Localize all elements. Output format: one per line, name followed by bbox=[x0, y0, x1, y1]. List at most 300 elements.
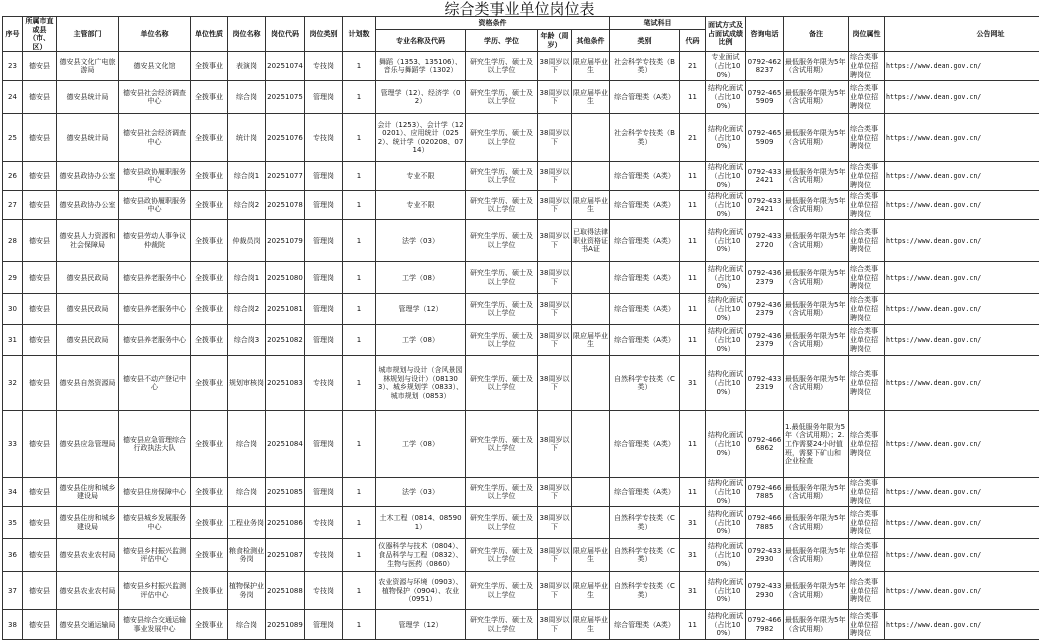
row-major: 专业不限 bbox=[376, 191, 466, 220]
row-seq: 27 bbox=[3, 191, 23, 220]
row-major: 管理学（12）、经济学（02） bbox=[376, 81, 466, 114]
row-other: 限应届毕业生 bbox=[572, 572, 610, 610]
row-dept: 德安县民政局 bbox=[57, 294, 119, 325]
row-edu: 研究生学历、硕士及以上学位 bbox=[466, 539, 538, 572]
table-row bbox=[3, 262, 1039, 294]
row-exam-code: 11 bbox=[680, 191, 706, 220]
row-seq: 37 bbox=[3, 572, 23, 610]
header-remark: 备注 bbox=[784, 17, 849, 52]
row-count: 1 bbox=[343, 114, 376, 162]
row-phone: 0792-4655909 bbox=[746, 81, 784, 114]
row-nature: 全拨事业 bbox=[191, 191, 228, 220]
row-seq: 30 bbox=[3, 294, 23, 325]
row-nature: 全拨事业 bbox=[191, 572, 228, 610]
row-category: 管理岗 bbox=[305, 262, 343, 294]
row-dept: 德安县统计局 bbox=[57, 114, 119, 162]
row-dept: 德安县住房和城乡建设局 bbox=[57, 507, 119, 539]
row-seq: 38 bbox=[3, 610, 23, 640]
table-row bbox=[3, 478, 1039, 507]
row-phone: 0792-4628237 bbox=[746, 52, 784, 81]
row-post: 工程业务岗 bbox=[228, 507, 266, 539]
row-major: 法学（03） bbox=[376, 220, 466, 262]
row-exam-type: 综合管理类（A类） bbox=[610, 325, 680, 356]
table-row bbox=[3, 411, 1039, 478]
row-category: 专技岗 bbox=[305, 572, 343, 610]
row-edu: 研究生学历、硕士及以上学位 bbox=[466, 191, 538, 220]
row-exam-type: 综合管理类（A类） bbox=[610, 162, 680, 191]
row-attr: 综合类事业单位招聘岗位 bbox=[849, 356, 885, 411]
header-url: 公告网址 bbox=[885, 17, 1039, 52]
row-nature: 全拨事业 bbox=[191, 610, 228, 640]
row-exam-code: 11 bbox=[680, 411, 706, 478]
row-exam-type: 社会科学专技类（B类） bbox=[610, 114, 680, 162]
row-dept: 德安县人力资源和社会保障局 bbox=[57, 220, 119, 262]
row-other bbox=[572, 162, 610, 191]
row-code: 20251087 bbox=[266, 539, 305, 572]
row-exam-code: 11 bbox=[680, 325, 706, 356]
row-edu: 研究生学历、硕士及以上学位 bbox=[466, 572, 538, 610]
row-unit: 德安县文化馆 bbox=[119, 52, 191, 81]
row-category: 专技岗 bbox=[305, 507, 343, 539]
row-remark: 最低服务年限为5年（含试用期） bbox=[784, 52, 849, 81]
row-other bbox=[572, 478, 610, 507]
table-row bbox=[3, 539, 1039, 572]
row-url[interactable]: https://www.dean.gov.cn/ bbox=[885, 81, 1039, 114]
header-exam-type: 类别 bbox=[610, 30, 680, 52]
row-exam-type: 综合管理类（A类） bbox=[610, 478, 680, 507]
row-phone: 0792-4332421 bbox=[746, 191, 784, 220]
row-code: 20251076 bbox=[266, 114, 305, 162]
row-category: 管理岗 bbox=[305, 411, 343, 478]
row-count: 1 bbox=[343, 325, 376, 356]
row-nature: 全拨事业 bbox=[191, 294, 228, 325]
row-exam-code: 11 bbox=[680, 294, 706, 325]
row-category: 专技岗 bbox=[305, 52, 343, 81]
row-seq: 24 bbox=[3, 81, 23, 114]
row-seq: 31 bbox=[3, 325, 23, 356]
row-code: 20251074 bbox=[266, 52, 305, 81]
row-other bbox=[572, 114, 610, 162]
row-attr: 综合类事业单位招聘岗位 bbox=[849, 507, 885, 539]
row-post: 植物保护业务岗 bbox=[228, 572, 266, 610]
row-county: 德安县 bbox=[23, 478, 57, 507]
row-edu: 研究生学历、硕士及以上学位 bbox=[466, 220, 538, 262]
table-row bbox=[3, 81, 1039, 114]
header-major: 专业名称及代码 bbox=[376, 30, 466, 52]
row-attr: 综合类事业单位招聘岗位 bbox=[849, 572, 885, 610]
row-other: 限应届毕业生 bbox=[572, 325, 610, 356]
row-unit: 德安县乡村振兴监测评估中心 bbox=[119, 572, 191, 610]
row-other: 已取得法律职业资格证书A证 bbox=[572, 220, 610, 262]
row-county: 德安县 bbox=[23, 610, 57, 640]
row-other bbox=[572, 356, 610, 411]
header-phone: 咨询电话 bbox=[746, 17, 784, 52]
table-header bbox=[3, 17, 1039, 52]
row-phone: 0792-4362379 bbox=[746, 294, 784, 325]
row-major: 城市规划与设计（含风景园林规划与设计）（081303）、城乡规划学（0833）、城市规划（0853） bbox=[376, 356, 466, 411]
row-code: 20251085 bbox=[266, 478, 305, 507]
row-seq: 32 bbox=[3, 356, 23, 411]
row-age: 38周岁以下 bbox=[538, 81, 572, 114]
header-nature: 单位性质 bbox=[191, 17, 228, 52]
row-category: 专技岗 bbox=[305, 114, 343, 162]
row-unit: 德安县社会经济调查中心 bbox=[119, 114, 191, 162]
row-county: 德安县 bbox=[23, 81, 57, 114]
row-unit: 德安县综合交通运输事业发展中心 bbox=[119, 610, 191, 640]
row-unit: 德安县劳动人事争议仲裁院 bbox=[119, 220, 191, 262]
row-edu: 研究生学历、硕士及以上学位 bbox=[466, 507, 538, 539]
table-row bbox=[3, 191, 1039, 220]
row-interview: 结构化面试（占比100%） bbox=[706, 220, 746, 262]
row-interview: 结构化面试（占比100%） bbox=[706, 411, 746, 478]
row-url[interactable]: https://www.dean.gov.cn/ bbox=[885, 356, 1039, 411]
row-phone: 0792-4332930 bbox=[746, 539, 784, 572]
row-edu: 研究生学历、硕士及以上学位 bbox=[466, 162, 538, 191]
row-url[interactable]: https://www.dean.gov.cn/ bbox=[885, 262, 1039, 294]
table-row bbox=[3, 114, 1039, 162]
row-county: 德安县 bbox=[23, 162, 57, 191]
row-phone: 0792-4362379 bbox=[746, 262, 784, 294]
header-count: 计划数 bbox=[343, 17, 376, 52]
row-attr: 综合类事业单位招聘岗位 bbox=[849, 610, 885, 640]
row-seq: 26 bbox=[3, 162, 23, 191]
row-unit: 德安县住房保障中心 bbox=[119, 478, 191, 507]
header-category: 岗位类别 bbox=[305, 17, 343, 52]
row-interview: 结构化面试（占比100%） bbox=[706, 191, 746, 220]
row-remark: 最低服务年限为5年（含试用期） bbox=[784, 610, 849, 640]
row-url[interactable]: https://www.dean.gov.cn/ bbox=[885, 191, 1039, 220]
row-post: 综合岗 bbox=[228, 610, 266, 640]
row-attr: 综合类事业单位招聘岗位 bbox=[849, 81, 885, 114]
row-age: 38周岁以下 bbox=[538, 294, 572, 325]
row-age: 38周岁以下 bbox=[538, 191, 572, 220]
row-attr: 综合类事业单位招聘岗位 bbox=[849, 52, 885, 81]
table-row bbox=[3, 325, 1039, 356]
row-remark: 1.最低服务年限为5年（含试用期）；2.工作需要24小时值班，需要下矿山和企业检查 bbox=[784, 411, 849, 478]
row-post: 综合岗2 bbox=[228, 191, 266, 220]
row-url[interactable]: https://www.dean.gov.cn/ bbox=[885, 411, 1039, 478]
row-url[interactable]: https://www.dean.gov.cn/ bbox=[885, 325, 1039, 356]
row-other: 限应届毕业生 bbox=[572, 81, 610, 114]
table-title: 综合类事业单位岗位表 bbox=[0, 0, 1039, 18]
row-post: 综合岗3 bbox=[228, 325, 266, 356]
row-post: 规划审核岗 bbox=[228, 356, 266, 411]
row-attr: 综合类事业单位招聘岗位 bbox=[849, 478, 885, 507]
table-row bbox=[3, 220, 1039, 262]
row-edu: 研究生学历、硕士及以上学位 bbox=[466, 610, 538, 640]
row-major: 土木工程（0814、085901） bbox=[376, 507, 466, 539]
row-county: 德安县 bbox=[23, 411, 57, 478]
row-remark: 最低服务年限为5年（含试用期） bbox=[784, 162, 849, 191]
row-exam-code: 11 bbox=[680, 81, 706, 114]
row-count: 1 bbox=[343, 52, 376, 81]
row-exam-type: 社会科学专技类（B类） bbox=[610, 52, 680, 81]
row-other: 限应届毕业生 bbox=[572, 539, 610, 572]
header-county: 所属市直或县（市、区） bbox=[23, 17, 57, 52]
row-count: 1 bbox=[343, 610, 376, 640]
row-phone: 0792-4332930 bbox=[746, 572, 784, 610]
row-seq: 35 bbox=[3, 507, 23, 539]
row-age: 38周岁以下 bbox=[538, 478, 572, 507]
row-code: 20251082 bbox=[266, 325, 305, 356]
row-attr: 综合类事业单位招聘岗位 bbox=[849, 262, 885, 294]
row-post: 综合岗1 bbox=[228, 262, 266, 294]
row-edu: 研究生学历、硕士及以上学位 bbox=[466, 356, 538, 411]
row-attr: 综合类事业单位招聘岗位 bbox=[849, 294, 885, 325]
row-county: 德安县 bbox=[23, 220, 57, 262]
row-phone: 0792-4667982 bbox=[746, 610, 784, 640]
row-exam-type: 综合管理类（A类） bbox=[610, 411, 680, 478]
row-edu: 研究生学历、硕士及以上学位 bbox=[466, 114, 538, 162]
row-dept: 德安县统计局 bbox=[57, 81, 119, 114]
row-county: 德安县 bbox=[23, 356, 57, 411]
row-exam-code: 11 bbox=[680, 262, 706, 294]
row-interview: 结构化面试（占比100%） bbox=[706, 507, 746, 539]
row-nature: 全拨事业 bbox=[191, 52, 228, 81]
row-phone: 0792-4667885 bbox=[746, 507, 784, 539]
row-code: 20251081 bbox=[266, 294, 305, 325]
row-url[interactable]: https://www.dean.gov.cn/ bbox=[885, 478, 1039, 507]
row-dept: 德安县农业农村局 bbox=[57, 572, 119, 610]
row-unit: 德安县乡村振兴监测评估中心 bbox=[119, 539, 191, 572]
row-exam-code: 21 bbox=[680, 114, 706, 162]
row-dept: 德安县农业农村局 bbox=[57, 539, 119, 572]
row-major: 会计（1253）、会计学（120201）、应用统计（0252）、统计学（020208、0714） bbox=[376, 114, 466, 162]
row-url[interactable]: https://www.dean.gov.cn/ bbox=[885, 539, 1039, 572]
row-exam-code: 11 bbox=[680, 610, 706, 640]
row-county: 德安县 bbox=[23, 294, 57, 325]
row-seq: 28 bbox=[3, 220, 23, 262]
row-age: 38周岁以下 bbox=[538, 262, 572, 294]
row-unit: 德安县政协履职服务中心 bbox=[119, 191, 191, 220]
row-nature: 全拨事业 bbox=[191, 411, 228, 478]
row-other bbox=[572, 262, 610, 294]
row-county: 德安县 bbox=[23, 191, 57, 220]
row-dept: 德安县应急管理局 bbox=[57, 411, 119, 478]
header-edu: 学历、学位 bbox=[466, 30, 538, 52]
row-exam-type: 综合管理类（A类） bbox=[610, 81, 680, 114]
row-category: 管理岗 bbox=[305, 220, 343, 262]
row-unit: 德安县社会经济调查中心 bbox=[119, 81, 191, 114]
row-post: 综合岗 bbox=[228, 81, 266, 114]
row-interview: 结构化面试（占比100%） bbox=[706, 478, 746, 507]
row-dept: 德安县交通运输局 bbox=[57, 610, 119, 640]
row-major: 法学（03） bbox=[376, 478, 466, 507]
row-interview: 结构化面试（占比100%） bbox=[706, 325, 746, 356]
row-age: 38周岁以下 bbox=[538, 52, 572, 81]
row-url[interactable]: https://www.dean.gov.cn/ bbox=[885, 52, 1039, 81]
row-code: 20251088 bbox=[266, 572, 305, 610]
row-phone: 0792-4332319 bbox=[746, 356, 784, 411]
header-unit: 单位名称 bbox=[119, 17, 191, 52]
row-unit: 德安县应急管理综合行政执法大队 bbox=[119, 411, 191, 478]
row-other bbox=[572, 411, 610, 478]
row-edu: 研究生学历、硕士及以上学位 bbox=[466, 478, 538, 507]
row-category: 专技岗 bbox=[305, 539, 343, 572]
row-county: 德安县 bbox=[23, 572, 57, 610]
row-major: 农业资源与环境（0903）、植物保护（0904）、农业（0951） bbox=[376, 572, 466, 610]
row-category: 管理岗 bbox=[305, 610, 343, 640]
row-remark: 最低服务年限为5年（含试用期） bbox=[784, 81, 849, 114]
row-nature: 全拨事业 bbox=[191, 262, 228, 294]
row-category: 专技岗 bbox=[305, 356, 343, 411]
row-post: 粮食检测业务岗 bbox=[228, 539, 266, 572]
row-post: 表演岗 bbox=[228, 52, 266, 81]
row-seq: 23 bbox=[3, 52, 23, 81]
header-post: 岗位名称 bbox=[228, 17, 266, 52]
row-unit: 德安县养老服务中心 bbox=[119, 325, 191, 356]
row-code: 20251084 bbox=[266, 411, 305, 478]
positions-table bbox=[2, 16, 1039, 640]
row-interview: 结构化面试（占比100%） bbox=[706, 610, 746, 640]
row-category: 管理岗 bbox=[305, 325, 343, 356]
row-url[interactable]: https://www.dean.gov.cn/ bbox=[885, 220, 1039, 262]
row-nature: 全拨事业 bbox=[191, 325, 228, 356]
row-county: 德安县 bbox=[23, 52, 57, 81]
row-age: 38周岁以下 bbox=[538, 507, 572, 539]
row-other bbox=[572, 294, 610, 325]
row-age: 38周岁以下 bbox=[538, 114, 572, 162]
row-remark: 最低服务年限为5年（含试用期） bbox=[784, 478, 849, 507]
row-remark: 最低服务年限为5年（含试用期） bbox=[784, 507, 849, 539]
row-attr: 综合类事业单位招聘岗位 bbox=[849, 220, 885, 262]
row-category: 管理岗 bbox=[305, 81, 343, 114]
row-url[interactable]: https://www.dean.gov.cn/ bbox=[885, 507, 1039, 539]
row-seq: 34 bbox=[3, 478, 23, 507]
row-exam-code: 21 bbox=[680, 52, 706, 81]
row-count: 1 bbox=[343, 507, 376, 539]
row-category: 管理岗 bbox=[305, 162, 343, 191]
row-edu: 研究生学历、硕士及以上学位 bbox=[466, 294, 538, 325]
row-code: 20251083 bbox=[266, 356, 305, 411]
row-url[interactable]: https://www.dean.gov.cn/ bbox=[885, 114, 1039, 162]
row-remark: 最低服务年限为5年（含试用期） bbox=[784, 220, 849, 262]
row-dept: 德安县自然资源局 bbox=[57, 356, 119, 411]
row-count: 1 bbox=[343, 262, 376, 294]
row-county: 德安县 bbox=[23, 507, 57, 539]
row-edu: 研究生学历、硕士及以上学位 bbox=[466, 262, 538, 294]
header-dept: 主管部门 bbox=[57, 17, 119, 52]
row-age: 38周岁以下 bbox=[538, 325, 572, 356]
row-remark: 最低服务年限为5年（含试用期） bbox=[784, 294, 849, 325]
row-nature: 全拨事业 bbox=[191, 114, 228, 162]
row-seq: 33 bbox=[3, 411, 23, 478]
row-phone: 0792-4666862 bbox=[746, 411, 784, 478]
table-row bbox=[3, 572, 1039, 610]
row-age: 38周岁以下 bbox=[538, 572, 572, 610]
row-other bbox=[572, 507, 610, 539]
row-age: 38周岁以下 bbox=[538, 356, 572, 411]
row-url[interactable]: https://www.dean.gov.cn/ bbox=[885, 610, 1039, 640]
row-post: 统计岗 bbox=[228, 114, 266, 162]
row-interview: 结构化面试（占比100%） bbox=[706, 262, 746, 294]
row-attr: 综合类事业单位招聘岗位 bbox=[849, 411, 885, 478]
row-remark: 最低服务年限为5年（含试用期） bbox=[784, 114, 849, 162]
row-interview: 结构化面试（占比100%） bbox=[706, 294, 746, 325]
row-count: 1 bbox=[343, 356, 376, 411]
row-phone: 0792-4332421 bbox=[746, 162, 784, 191]
row-exam-type: 自然科学专技类（C类） bbox=[610, 539, 680, 572]
row-attr: 综合类事业单位招聘岗位 bbox=[849, 191, 885, 220]
table-row bbox=[3, 356, 1039, 411]
row-count: 1 bbox=[343, 539, 376, 572]
row-unit: 德安县政协履职服务中心 bbox=[119, 162, 191, 191]
row-code: 20251078 bbox=[266, 191, 305, 220]
row-phone: 0792-4655909 bbox=[746, 114, 784, 162]
row-code: 20251080 bbox=[266, 262, 305, 294]
row-phone: 0792-4667885 bbox=[746, 478, 784, 507]
table-body bbox=[3, 52, 1039, 640]
row-other: 限应届毕业生 bbox=[572, 191, 610, 220]
header-exam-code: 代码 bbox=[680, 30, 706, 52]
row-phone: 0792-4332720 bbox=[746, 220, 784, 262]
row-edu: 研究生学历、硕士及以上学位 bbox=[466, 411, 538, 478]
row-category: 管理岗 bbox=[305, 478, 343, 507]
row-post: 综合岗 bbox=[228, 411, 266, 478]
row-remark: 最低服务年限为5年（含试用期） bbox=[784, 262, 849, 294]
row-exam-code: 31 bbox=[680, 572, 706, 610]
row-post: 综合岗1 bbox=[228, 162, 266, 191]
row-code: 20251075 bbox=[266, 81, 305, 114]
row-dept: 德安县住房和城乡建设局 bbox=[57, 478, 119, 507]
row-interview: 结构化面试（占比100%） bbox=[706, 572, 746, 610]
row-attr: 综合类事业单位招聘岗位 bbox=[849, 114, 885, 162]
row-exam-type: 自然科学专技类（C类） bbox=[610, 572, 680, 610]
row-url[interactable]: https://www.dean.gov.cn/ bbox=[885, 162, 1039, 191]
row-major: 仪器科学与技术（0804）、食品科学与工程（0832）、生物与医药（0860） bbox=[376, 539, 466, 572]
row-remark: 最低服务年限为5年（含试用期） bbox=[784, 356, 849, 411]
row-exam-code: 11 bbox=[680, 220, 706, 262]
row-url[interactable]: https://www.dean.gov.cn/ bbox=[885, 572, 1039, 610]
row-edu: 研究生学历、硕士及以上学位 bbox=[466, 52, 538, 81]
table-row bbox=[3, 610, 1039, 640]
row-post: 仲裁员岗 bbox=[228, 220, 266, 262]
row-count: 1 bbox=[343, 294, 376, 325]
row-code: 20251086 bbox=[266, 507, 305, 539]
row-interview: 结构化面试（占比100%） bbox=[706, 114, 746, 162]
row-exam-type: 综合管理类（A类） bbox=[610, 294, 680, 325]
row-unit: 德安县城乡发展服务中心 bbox=[119, 507, 191, 539]
row-interview: 专业面试（占比100%） bbox=[706, 52, 746, 81]
row-count: 1 bbox=[343, 191, 376, 220]
row-exam-code: 31 bbox=[680, 507, 706, 539]
row-code: 20251079 bbox=[266, 220, 305, 262]
row-interview: 结构化面试（占比100%） bbox=[706, 356, 746, 411]
row-nature: 全拨事业 bbox=[191, 507, 228, 539]
header-seq: 序号 bbox=[3, 17, 23, 52]
row-code: 20251077 bbox=[266, 162, 305, 191]
row-attr: 综合类事业单位招聘岗位 bbox=[849, 162, 885, 191]
row-url[interactable]: https://www.dean.gov.cn/ bbox=[885, 294, 1039, 325]
row-interview: 结构化面试（占比100%） bbox=[706, 81, 746, 114]
row-county: 德安县 bbox=[23, 114, 57, 162]
row-unit: 德安县养老服务中心 bbox=[119, 262, 191, 294]
row-phone: 0792-4362379 bbox=[746, 325, 784, 356]
row-exam-type: 综合管理类（A类） bbox=[610, 610, 680, 640]
row-major: 工学（08） bbox=[376, 411, 466, 478]
row-count: 1 bbox=[343, 162, 376, 191]
row-count: 1 bbox=[343, 478, 376, 507]
row-nature: 全拨事业 bbox=[191, 478, 228, 507]
row-seq: 36 bbox=[3, 539, 23, 572]
row-major: 工学（08） bbox=[376, 262, 466, 294]
row-remark: 最低服务年限为5年（含试用期） bbox=[784, 325, 849, 356]
row-remark: 最低服务年限为5年（含试用期） bbox=[784, 572, 849, 610]
row-exam-type: 综合管理类（A类） bbox=[610, 191, 680, 220]
header-attr: 岗位属性 bbox=[849, 17, 885, 52]
row-major: 管理学（12） bbox=[376, 294, 466, 325]
row-dept: 德安县政协办公室 bbox=[57, 162, 119, 191]
